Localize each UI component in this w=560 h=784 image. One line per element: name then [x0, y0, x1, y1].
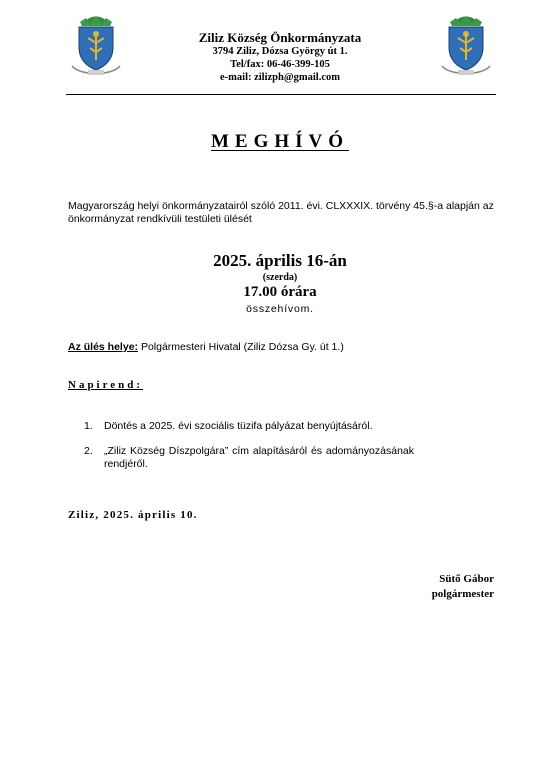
venue-value: Polgármesteri Hivatal (Ziliz Dózsa Gy. út 1.): [140, 341, 344, 353]
meeting-date: 2025. április 16-án: [213, 251, 347, 270]
intro-text: Magyarország helyi önkormányzatairól szóló 2011. évi. CLXXXIX. törvény 45.§-a alapján az önkormányzat rendkívüli testületi ülését: [68, 200, 494, 225]
org-name: Ziliz Község Önkormányzata: [198, 30, 362, 45]
venue-line: [68, 341, 344, 353]
meeting-weekday: (szerda): [262, 272, 298, 283]
agenda-item-text: „Ziliz Község Díszpolgára” cím alapításáról és adományozásának rendjéről.: [104, 445, 414, 470]
agenda-item-text: Döntés a 2025. évi szociális tüzifa pályázat benyújtásáról.: [104, 420, 373, 432]
org-email: e-mail: zilizph@gmail.com: [220, 72, 340, 83]
org-phone: Tel/fax: 06-46-399-105: [230, 59, 330, 70]
agenda-item-number: 1.: [84, 420, 93, 432]
signatory-role: polgármester: [431, 588, 494, 600]
convene-text: összehívom.: [246, 303, 314, 315]
meeting-time: 17.00 órára: [243, 284, 317, 300]
header-divider: [66, 94, 496, 95]
place-date: Ziliz, 2025. április 10.: [68, 509, 198, 521]
letterhead: [150, 30, 410, 84]
org-address: 3794 Ziliz, Dózsa György út 1.: [212, 46, 348, 57]
coat-of-arms-icon: [436, 10, 496, 80]
coat-of-arms-icon: [66, 10, 126, 80]
agenda-item-number: 2.: [84, 445, 93, 457]
agenda-heading: Napirend:: [68, 379, 144, 391]
venue-label: Az ülés helye:: [68, 341, 139, 353]
document-title: MEGHÍVÓ: [210, 131, 350, 152]
signatory-name: Sütő Gábor: [439, 573, 494, 585]
